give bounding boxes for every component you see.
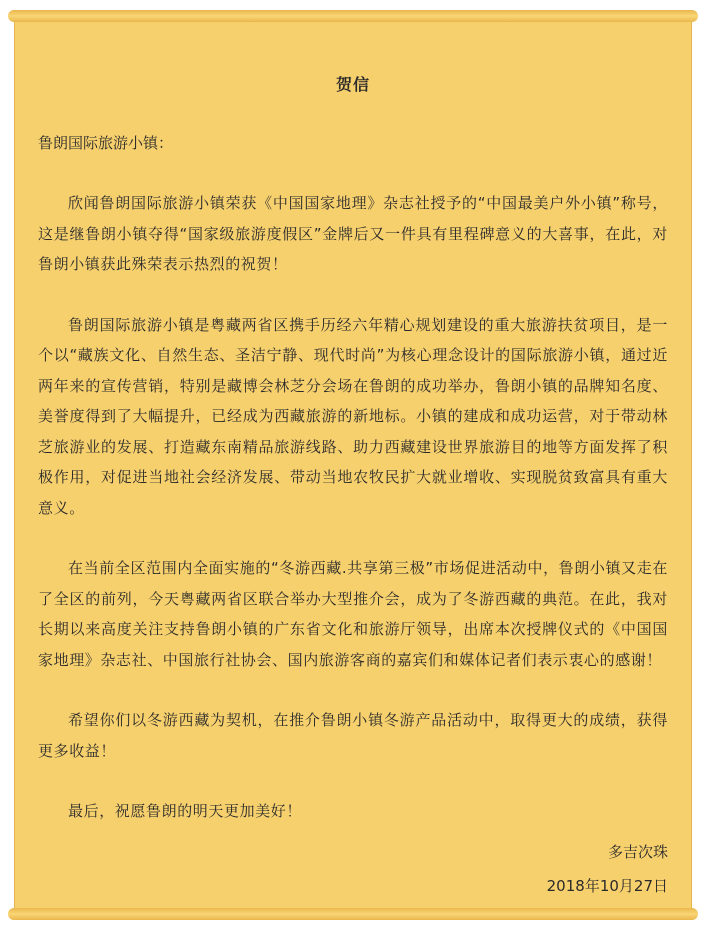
letter-salutation: 鲁朗国际旅游小镇： <box>38 133 174 152</box>
letter-paragraph-1: 欣闻鲁朗国际旅游小镇荣获《中国国家地理》杂志社授予的“中国最美户外小镇”称号，这是继鲁朗小镇夺得“国家级旅游度假区”金牌后又一件具有里程碑意义的大喜事，在此，对鲁朗小镇获此殊荣表示热烈的祝贺！ <box>38 194 668 273</box>
letter-paragraph-5: 最后，祝愿鲁朗的明天更加美好！ <box>68 802 303 820</box>
letter-paragraph-3: 在当前全区范围内全面实施的“冬游西藏.共享第三极”市场促进活动中，鲁朗小镇又走在了全区的前列，今天粤藏两省区联合举办大型推介会，成为了冬游西藏的典范。在此，我对长期以来高度关注支持鲁朗小镇的广东省文化和旅游厅领导，出席本次授牌仪式的《中国国家地理》杂志社、中国旅行社协会、国内旅游客商的嘉宾们和媒体记者们表示衷心的感谢！ <box>38 559 668 669</box>
scroll-bottom-edge <box>8 908 698 920</box>
letter-title: 贺信 <box>335 75 370 94</box>
letter-paragraph-2: 鲁朗国际旅游小镇是粤藏两省区携手历经六年精心规划建设的重大旅游扶贫项目，是一个以“藏族文化、自然生态、圣洁宁静、现代时尚”为核心理念设计的国际旅游小镇，通过近两年来的宣传营销，特别是藏博会林芝分会场在鲁朗的成功举办，鲁朗小镇的品牌知名度、美誉度得到了大幅提升，已经成为西藏旅游的新地标。小镇的建成和成功运营，对于带动林芝旅游业的发展、打造藏东南精品旅游线路、助力西藏建设世界旅游目的地等方面发挥了积极作用，对促进当地社会经济发展、带动当地农牧民扩大就业增收、实现脱贫致富具有重大意义。 <box>38 315 668 517</box>
letter-signature: 多吉次珠 <box>607 842 668 861</box>
letter-body <box>38 70 668 902</box>
letter-date: 2018年10月27日 <box>546 877 668 895</box>
scroll-top-edge <box>8 10 698 22</box>
letter-paragraph-4: 希望你们以冬游西藏为契机，在推介鲁朗小镇冬游产品活动中，取得更大的成绩，获得更多收益！ <box>38 711 668 760</box>
